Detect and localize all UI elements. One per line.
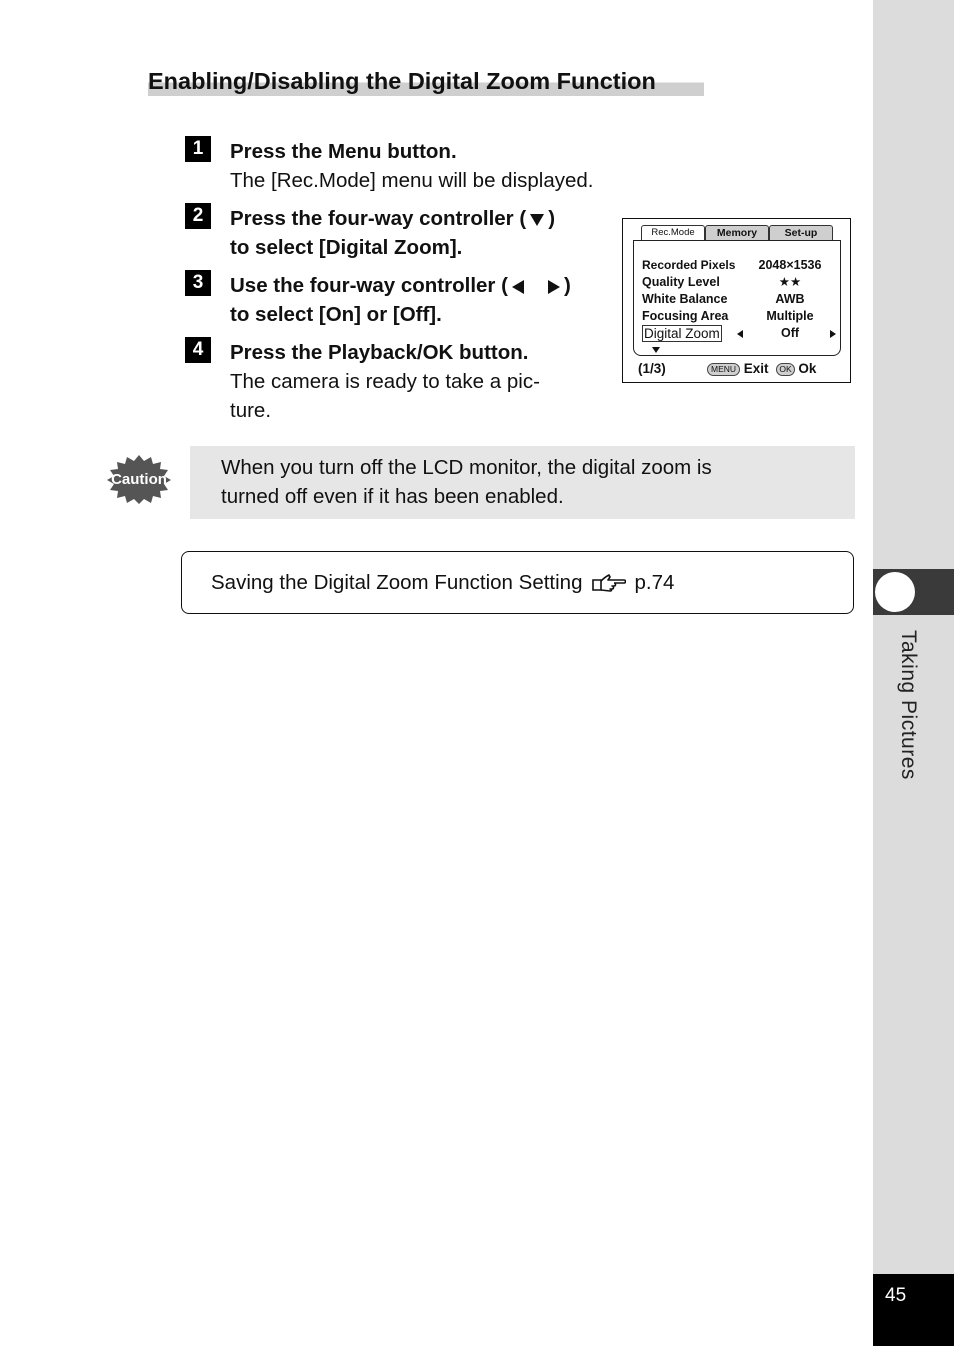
menu-row-label: Quality Level xyxy=(642,275,720,289)
tab-memory: Memory xyxy=(705,225,769,240)
menu-row-value: Off xyxy=(780,326,800,340)
ok-button-icon: OK xyxy=(776,363,794,376)
screen-footer-controls xyxy=(707,360,816,377)
step-2-instruction-b: ) xyxy=(548,207,556,230)
right-arrow-icon xyxy=(830,330,836,338)
page-number: 45 xyxy=(885,1285,907,1306)
menu-row xyxy=(642,257,837,274)
step-1-badge: 1 xyxy=(185,136,211,162)
caution-icon xyxy=(106,454,172,504)
step-4 xyxy=(230,338,540,425)
menu-row-selected xyxy=(642,325,837,342)
step-4-result-line2: ture. xyxy=(230,399,272,422)
step-4-result-line1: The camera is ready to take a pic- xyxy=(230,370,540,393)
menu-row-label: White Balance xyxy=(642,292,728,306)
step-3-instruction-a: Use the four-way controller ( xyxy=(230,274,508,297)
step-3-badge: 3 xyxy=(185,270,211,296)
caution-icon-label: Caution xyxy=(111,471,167,488)
menu-row xyxy=(642,308,837,325)
down-arrow-icon xyxy=(530,214,544,226)
scroll-down-icon xyxy=(652,347,660,353)
step-3 xyxy=(230,271,571,329)
menu-row-label: Digital Zoom xyxy=(644,326,720,341)
chapter-marker-circle xyxy=(875,572,915,612)
step-2 xyxy=(230,204,555,262)
step-4-instruction: Press the Playback/OK button. xyxy=(230,341,529,364)
menu-row xyxy=(642,291,837,308)
ok-label: Ok xyxy=(798,361,817,376)
step-1-instruction: Press the Menu button. xyxy=(230,140,457,163)
step-1-result: The [Rec.Mode] menu will be displayed. xyxy=(230,169,594,192)
menu-row-value: AWB xyxy=(775,292,805,306)
menu-row xyxy=(642,274,837,291)
right-arrow-icon xyxy=(548,280,560,294)
chapter-title: Taking Pictures xyxy=(897,630,920,780)
menu-row-value: Multiple xyxy=(766,309,814,323)
left-arrow-icon xyxy=(512,280,524,294)
step-2-instruction-a: Press the four-way controller ( xyxy=(230,207,527,230)
menu-row-label: Recorded Pixels xyxy=(642,258,736,272)
step-1 xyxy=(230,137,594,195)
tab-set-up: Set-up xyxy=(769,225,833,240)
menu-panel xyxy=(633,240,841,356)
reference-line xyxy=(211,569,674,597)
step-4-badge: 4 xyxy=(185,337,211,363)
menu-button-icon: MENU xyxy=(707,363,740,376)
pointing-hand-icon xyxy=(592,573,626,593)
left-arrow-icon xyxy=(737,330,743,338)
section-heading: Enabling/Disabling the Digital Zoom Function xyxy=(148,66,704,96)
quality-stars: ★★ xyxy=(778,275,802,289)
menu-row-label: Focusing Area xyxy=(642,309,729,323)
step-3-instruction-b: ) xyxy=(563,274,571,297)
menu-row-value: 2048×1536 xyxy=(758,258,822,272)
caution-line-1: When you turn off the LCD monitor, the digital zoom is xyxy=(221,456,712,479)
reference-text: Saving the Digital Zoom Function Setting xyxy=(211,571,583,594)
tab-rec-mode: Rec.Mode xyxy=(641,225,705,240)
step-3-instruction-line2: to select [On] or [Off]. xyxy=(230,303,442,326)
page-indicator: (1/3) xyxy=(638,361,666,376)
step-2-badge: 2 xyxy=(185,203,211,229)
reference-page: p.74 xyxy=(634,571,675,594)
caution-text xyxy=(221,453,821,511)
exit-label: Exit xyxy=(743,361,769,376)
camera-menu-screen xyxy=(622,218,851,383)
reference-box xyxy=(181,551,854,614)
caution-line-2: turned off even if it has been enabled. xyxy=(221,485,564,508)
step-2-instruction-line2: to select [Digital Zoom]. xyxy=(230,236,463,259)
